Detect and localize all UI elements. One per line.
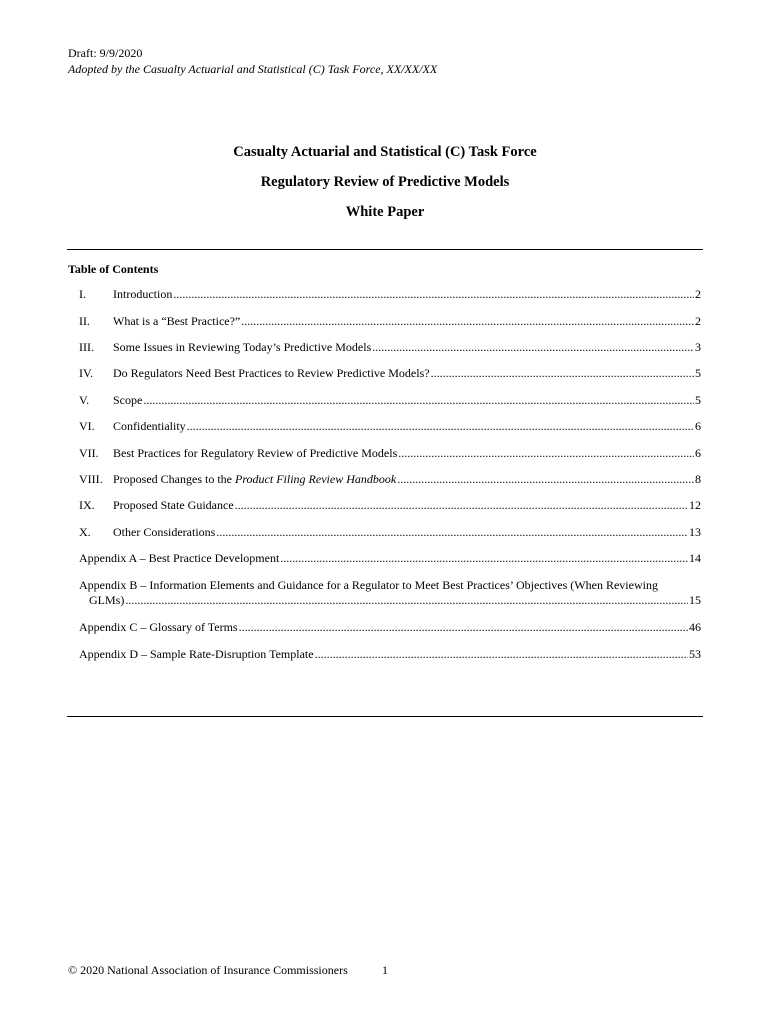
title-review: Regulatory Review of Predictive Models bbox=[260, 174, 510, 190]
toc-title: GLMs) bbox=[89, 593, 125, 607]
toc-entry-proposed-changes[interactable] bbox=[79, 472, 701, 487]
adopted-note: Adopted by the Casualty Actuarial and Statistical (C) Task Force, XX/XX/XX bbox=[68, 62, 438, 76]
toc-entry-appendix-a[interactable] bbox=[79, 551, 701, 566]
toc-number: VIII. bbox=[79, 472, 103, 486]
toc-page-number: 46 bbox=[689, 620, 701, 634]
toc-leader-dots bbox=[216, 525, 688, 540]
toc-page-number: 3 bbox=[695, 340, 701, 354]
toc-entry-state-guidance[interactable] bbox=[79, 498, 701, 513]
footer-copyright: © 2020 National Association of Insurance Commissioners bbox=[68, 963, 348, 977]
toc-page-number: 13 bbox=[689, 525, 701, 539]
toc-number: IX. bbox=[79, 498, 95, 512]
toc-leader-dots bbox=[280, 551, 688, 566]
toc-leader-dots bbox=[125, 593, 688, 608]
toc-title: Some Issues in Reviewing Today’s Predictive Models bbox=[113, 340, 372, 354]
toc-leader-dots bbox=[239, 620, 688, 635]
toc-title: Proposed State Guidance bbox=[113, 498, 234, 512]
toc-leader-dots bbox=[241, 314, 694, 329]
toc-heading: Table of Contents bbox=[68, 262, 159, 276]
toc-title: Introduction bbox=[113, 287, 173, 301]
toc-page-number: 2 bbox=[695, 287, 701, 301]
toc-page-number: 8 bbox=[695, 472, 701, 486]
toc-page-number: 12 bbox=[689, 498, 701, 512]
divider-top bbox=[67, 249, 703, 250]
toc-page-number: 2 bbox=[695, 314, 701, 328]
toc-title: Scope bbox=[113, 393, 143, 407]
toc-leader-dots bbox=[187, 419, 694, 434]
title-white-paper: White Paper bbox=[345, 204, 425, 220]
toc-number: X. bbox=[79, 525, 91, 539]
toc-leader-dots bbox=[431, 366, 694, 381]
toc-entry-appendix-d[interactable] bbox=[79, 647, 701, 662]
footer-page-number: 1 bbox=[382, 963, 388, 977]
toc-page-number: 5 bbox=[695, 366, 701, 380]
toc-number: I. bbox=[79, 287, 86, 301]
toc-leader-dots bbox=[235, 498, 688, 513]
toc-title-handbook: Product Filing Review Handbook bbox=[235, 472, 397, 486]
toc-entry-appendix-b-line1[interactable]: Appendix B – Information Elements and Guidance for a Regulator to Meet Best Practices’ Objectives (When Reviewing bbox=[79, 578, 658, 592]
title-task-force: Casualty Actuarial and Statistical (C) Task Force bbox=[233, 144, 537, 160]
toc-title: Best Practices for Regulatory Review of Predictive Models bbox=[113, 446, 398, 460]
toc-number: VII. bbox=[79, 446, 99, 460]
toc-number: VI. bbox=[79, 419, 95, 433]
toc-leader-dots bbox=[173, 287, 694, 302]
toc-entry-other-considerations[interactable] bbox=[79, 525, 701, 540]
toc-title: Appendix A – Best Practice Development bbox=[79, 551, 280, 565]
divider-bottom bbox=[67, 716, 703, 717]
draft-date: Draft: 9/9/2020 bbox=[68, 46, 143, 60]
toc-title: Other Considerations bbox=[113, 525, 216, 539]
toc-entry-confidentiality[interactable] bbox=[79, 419, 701, 434]
toc-leader-dots bbox=[397, 472, 694, 487]
toc-entry-scope[interactable] bbox=[79, 393, 701, 408]
toc-entry-appendix-b-line2[interactable] bbox=[79, 593, 701, 608]
toc-entry-issues[interactable] bbox=[79, 340, 701, 355]
toc-title-prefix: Proposed Changes to the bbox=[113, 472, 235, 486]
toc-page-number: 5 bbox=[695, 393, 701, 407]
toc-page-number: 6 bbox=[695, 419, 701, 433]
toc-page-number: 14 bbox=[689, 551, 701, 565]
toc-title: Do Regulators Need Best Practices to Review Predictive Models? bbox=[113, 366, 430, 380]
toc-page-number: 53 bbox=[689, 647, 701, 661]
toc-leader-dots bbox=[315, 647, 688, 662]
toc-entry-best-practices-review[interactable] bbox=[79, 446, 701, 461]
toc-number: II. bbox=[79, 314, 90, 328]
toc-title bbox=[113, 472, 396, 487]
toc-page-number: 6 bbox=[695, 446, 701, 460]
toc-entry-regulators-need[interactable] bbox=[79, 366, 701, 381]
toc-leader-dots bbox=[143, 393, 694, 408]
toc-entry-introduction[interactable] bbox=[79, 287, 701, 302]
toc-entry-best-practice[interactable] bbox=[79, 314, 701, 329]
toc-number: IV. bbox=[79, 366, 94, 380]
toc-page-number: 15 bbox=[689, 593, 701, 607]
toc-title: What is a “Best Practice?” bbox=[113, 314, 241, 328]
toc-leader-dots bbox=[398, 446, 694, 461]
toc-entry-appendix-c[interactable] bbox=[79, 620, 701, 635]
toc-title: Confidentiality bbox=[113, 419, 186, 433]
toc-number: V. bbox=[79, 393, 90, 407]
toc-leader-dots bbox=[372, 340, 694, 355]
toc-number: III. bbox=[79, 340, 94, 354]
toc-title: Appendix D – Sample Rate-Disruption Template bbox=[79, 647, 314, 661]
toc-title: Appendix C – Glossary of Terms bbox=[79, 620, 238, 634]
